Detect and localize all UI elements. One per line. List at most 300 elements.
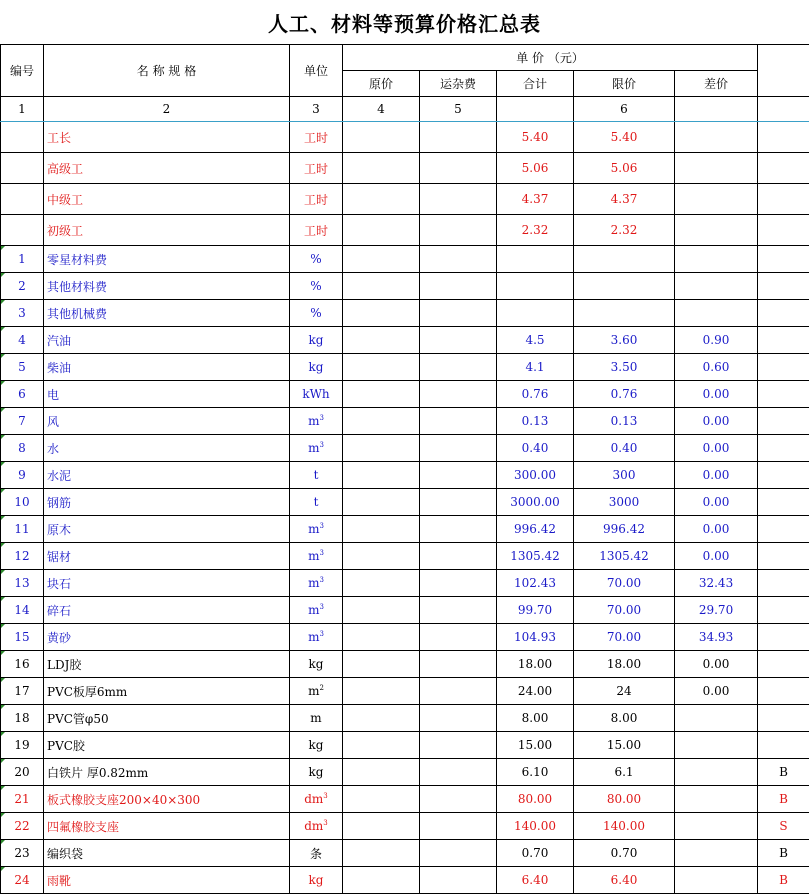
cell-extra[interactable]	[758, 489, 809, 516]
cell-freight[interactable]	[420, 354, 497, 381]
cell-limit-price[interactable]: 0.13	[574, 408, 675, 435]
cell-no[interactable]	[1, 215, 44, 246]
cell-name[interactable]: 工长	[44, 122, 290, 153]
cell-unit[interactable]: kg	[290, 354, 343, 381]
header-price-difference[interactable]: 差价	[675, 71, 758, 97]
cell-unit[interactable]: 工时	[290, 153, 343, 184]
cell-total[interactable]: 102.43	[497, 570, 574, 597]
unit-exponent: 3	[323, 792, 327, 800]
cell-original-price[interactable]	[343, 759, 420, 786]
cell-price-difference[interactable]: 0.00	[675, 408, 758, 435]
cell-freight[interactable]	[420, 122, 497, 153]
cell-original-price[interactable]	[343, 462, 420, 489]
cell-name[interactable]: 原木	[44, 516, 290, 543]
cell-limit-price[interactable]: 80.00	[574, 786, 675, 813]
cell-unit[interactable]	[290, 786, 343, 813]
cell-name[interactable]: PVC管φ50	[44, 705, 290, 732]
cell-unit[interactable]: t	[290, 462, 343, 489]
cell-original-price[interactable]	[343, 122, 420, 153]
cell-price-difference[interactable]: 0.00	[675, 651, 758, 678]
cell-limit-price[interactable]: 6.40	[574, 867, 675, 894]
index-cell[interactable]: 2	[44, 97, 290, 122]
cell-no[interactable]: 19	[1, 732, 44, 759]
cell-limit-price[interactable]: 8.00	[574, 705, 675, 732]
cell-name[interactable]: PVC板厚6mm	[44, 678, 290, 705]
cell-total[interactable]: 0.13	[497, 408, 574, 435]
cell-unit[interactable]: t	[290, 489, 343, 516]
table-row	[1, 184, 809, 215]
cell-unit[interactable]: kg	[290, 759, 343, 786]
cell-price-difference[interactable]	[675, 184, 758, 215]
table-row	[1, 732, 809, 759]
unit-exponent: 3	[319, 630, 323, 638]
cell-limit-price[interactable]: 5.40	[574, 122, 675, 153]
cell-limit-price[interactable]	[574, 273, 675, 300]
cell-name[interactable]: 钢筋	[44, 489, 290, 516]
header-total[interactable]: 合计	[497, 71, 574, 97]
cell-name[interactable]: 块石	[44, 570, 290, 597]
cell-name[interactable]: 四氟橡胶支座	[44, 813, 290, 840]
cell-name[interactable]: PVC胶	[44, 732, 290, 759]
cell-price-difference[interactable]: 29.70	[675, 597, 758, 624]
cell-extra[interactable]	[758, 705, 809, 732]
cell-total[interactable]: 6.40	[497, 867, 574, 894]
cell-extra[interactable]: B	[758, 867, 809, 894]
cell-original-price[interactable]	[343, 597, 420, 624]
cell-total[interactable]: 5.06	[497, 153, 574, 184]
cell-price-difference[interactable]	[675, 153, 758, 184]
cell-extra[interactable]	[758, 516, 809, 543]
cell-name[interactable]: 水	[44, 435, 290, 462]
cell-no[interactable]: 8	[1, 435, 44, 462]
cell-unit[interactable]	[290, 435, 343, 462]
table-row	[1, 381, 809, 408]
cell-freight[interactable]	[420, 570, 497, 597]
cell-extra[interactable]	[758, 300, 809, 327]
cell-unit[interactable]: kg	[290, 867, 343, 894]
cell-price-difference[interactable]	[675, 215, 758, 246]
cell-limit-price[interactable]: 996.42	[574, 516, 675, 543]
cell-extra[interactable]	[758, 678, 809, 705]
table-row	[1, 678, 809, 705]
cell-original-price[interactable]	[343, 786, 420, 813]
cell-price-difference[interactable]	[675, 300, 758, 327]
cell-limit-price[interactable]: 1305.42	[574, 543, 675, 570]
cell-freight[interactable]	[420, 813, 497, 840]
cell-no[interactable]: 16	[1, 651, 44, 678]
cell-unit[interactable]	[290, 408, 343, 435]
cell-no[interactable]: 13	[1, 570, 44, 597]
cell-name[interactable]: 其他材料费	[44, 273, 290, 300]
cell-unit[interactable]: 工时	[290, 122, 343, 153]
cell-total[interactable]: 996.42	[497, 516, 574, 543]
cell-freight[interactable]	[420, 732, 497, 759]
unit-exponent: 2	[319, 684, 323, 692]
cell-no[interactable]: 14	[1, 597, 44, 624]
cell-price-difference[interactable]	[675, 732, 758, 759]
cell-limit-price[interactable]: 4.37	[574, 184, 675, 215]
cell-freight[interactable]	[420, 381, 497, 408]
cell-price-difference[interactable]	[675, 246, 758, 273]
cell-price-difference[interactable]: 0.60	[675, 354, 758, 381]
cell-price-difference[interactable]	[675, 273, 758, 300]
unit-base: dm	[304, 819, 323, 833]
cell-original-price[interactable]	[343, 813, 420, 840]
cell-unit[interactable]	[290, 624, 343, 651]
cell-freight[interactable]	[420, 184, 497, 215]
unit-base: m	[308, 603, 319, 617]
cell-extra[interactable]: B	[758, 840, 809, 867]
table-row	[1, 516, 809, 543]
cell-limit-price[interactable]: 70.00	[574, 570, 675, 597]
cell-name[interactable]: 高级工	[44, 153, 290, 184]
header-no[interactable]: 编号	[1, 45, 44, 97]
cell-total[interactable]: 0.40	[497, 435, 574, 462]
table-row	[1, 408, 809, 435]
cell-original-price[interactable]	[343, 651, 420, 678]
cell-no[interactable]	[1, 122, 44, 153]
cell-original-price[interactable]	[343, 246, 420, 273]
cell-unit[interactable]: %	[290, 300, 343, 327]
cell-total[interactable]: 2.32	[497, 215, 574, 246]
cell-name[interactable]: 汽油	[44, 327, 290, 354]
cell-total[interactable]: 99.70	[497, 597, 574, 624]
cell-price-difference[interactable]: 0.00	[675, 489, 758, 516]
cell-limit-price[interactable]: 18.00	[574, 651, 675, 678]
cell-no[interactable]: 17	[1, 678, 44, 705]
cell-original-price[interactable]	[343, 215, 420, 246]
cell-total[interactable]	[497, 300, 574, 327]
cell-no[interactable]: 10	[1, 489, 44, 516]
cell-freight[interactable]	[420, 489, 497, 516]
cell-limit-price[interactable]: 70.00	[574, 624, 675, 651]
cell-price-difference[interactable]	[675, 786, 758, 813]
cell-price-difference[interactable]	[675, 867, 758, 894]
cell-freight[interactable]	[420, 246, 497, 273]
cell-total[interactable]: 0.70	[497, 840, 574, 867]
cell-price-difference[interactable]: 0.00	[675, 381, 758, 408]
table-row	[1, 543, 809, 570]
table-row	[1, 651, 809, 678]
cell-extra[interactable]	[758, 153, 809, 184]
cell-extra[interactable]	[758, 184, 809, 215]
cell-total[interactable]: 4.1	[497, 354, 574, 381]
table-row	[1, 597, 809, 624]
cell-extra[interactable]	[758, 543, 809, 570]
unit-exponent: 3	[323, 819, 327, 827]
cell-total[interactable]: 140.00	[497, 813, 574, 840]
unit-exponent: 3	[319, 576, 323, 584]
cell-no[interactable]: 24	[1, 867, 44, 894]
cell-no[interactable]: 4	[1, 327, 44, 354]
cell-original-price[interactable]	[343, 705, 420, 732]
cell-price-difference[interactable]: 0.00	[675, 516, 758, 543]
cell-original-price[interactable]	[343, 184, 420, 215]
cell-original-price[interactable]	[343, 354, 420, 381]
cell-total[interactable]: 8.00	[497, 705, 574, 732]
cell-price-difference[interactable]: 0.00	[675, 543, 758, 570]
table-row	[1, 435, 809, 462]
cell-price-difference[interactable]: 0.90	[675, 327, 758, 354]
cell-total[interactable]: 4.5	[497, 327, 574, 354]
unit-exponent: 3	[319, 522, 323, 530]
cell-no[interactable]: 9	[1, 462, 44, 489]
cell-unit[interactable]: m	[290, 705, 343, 732]
cell-limit-price[interactable]: 3.50	[574, 354, 675, 381]
unit-base: m	[308, 414, 319, 428]
cell-price-difference[interactable]: 0.00	[675, 435, 758, 462]
table-row	[1, 153, 809, 184]
cell-unit[interactable]: 工时	[290, 215, 343, 246]
cell-limit-price[interactable]: 140.00	[574, 813, 675, 840]
cell-price-difference[interactable]	[675, 840, 758, 867]
cell-unit[interactable]: kg	[290, 732, 343, 759]
cell-total[interactable]	[497, 246, 574, 273]
cell-name[interactable]: 黄砂	[44, 624, 290, 651]
cell-total[interactable]: 4.37	[497, 184, 574, 215]
cell-no[interactable]: 15	[1, 624, 44, 651]
cell-original-price[interactable]	[343, 300, 420, 327]
cell-name[interactable]: 其他机械费	[44, 300, 290, 327]
header-original-price[interactable]: 原价	[343, 71, 420, 97]
cell-unit[interactable]: kWh	[290, 381, 343, 408]
cell-extra[interactable]	[758, 354, 809, 381]
cell-freight[interactable]	[420, 678, 497, 705]
cell-limit-price[interactable]: 6.1	[574, 759, 675, 786]
cell-unit[interactable]	[290, 516, 343, 543]
cell-original-price[interactable]	[343, 153, 420, 184]
cell-total[interactable]: 300.00	[497, 462, 574, 489]
cell-name[interactable]: 碎石	[44, 597, 290, 624]
cell-freight[interactable]	[420, 153, 497, 184]
index-cell[interactable]	[675, 97, 758, 122]
cell-limit-price[interactable]: 0.40	[574, 435, 675, 462]
cell-extra[interactable]	[758, 215, 809, 246]
cell-price-difference[interactable]: 34.93	[675, 624, 758, 651]
cell-freight[interactable]	[420, 624, 497, 651]
table-row	[1, 300, 809, 327]
cell-limit-price[interactable]: 300	[574, 462, 675, 489]
cell-original-price[interactable]	[343, 543, 420, 570]
cell-unit[interactable]: %	[290, 273, 343, 300]
cell-no[interactable]: 20	[1, 759, 44, 786]
cell-name[interactable]: 中级工	[44, 184, 290, 215]
cell-no[interactable]	[1, 153, 44, 184]
table-row	[1, 273, 809, 300]
index-cell[interactable]	[758, 97, 809, 122]
cell-name[interactable]: 柴油	[44, 354, 290, 381]
cell-limit-price[interactable]: 2.32	[574, 215, 675, 246]
cell-freight[interactable]	[420, 705, 497, 732]
cell-limit-price[interactable]: 0.76	[574, 381, 675, 408]
cell-extra[interactable]	[758, 462, 809, 489]
cell-total[interactable]: 3000.00	[497, 489, 574, 516]
index-cell[interactable]: 5	[420, 97, 497, 122]
cell-name[interactable]: 风	[44, 408, 290, 435]
cell-name[interactable]: 电	[44, 381, 290, 408]
cell-freight[interactable]	[420, 462, 497, 489]
cell-original-price[interactable]	[343, 327, 420, 354]
cell-total[interactable]: 1305.42	[497, 543, 574, 570]
cell-no[interactable]: 5	[1, 354, 44, 381]
cell-name[interactable]: LDJ胶	[44, 651, 290, 678]
cell-extra[interactable]: B	[758, 759, 809, 786]
cell-extra[interactable]	[758, 273, 809, 300]
cell-freight[interactable]	[420, 840, 497, 867]
cell-unit[interactable]: 工时	[290, 184, 343, 215]
cell-price-difference[interactable]: 0.00	[675, 678, 758, 705]
cell-limit-price[interactable]: 5.06	[574, 153, 675, 184]
cell-extra[interactable]	[758, 381, 809, 408]
unit-base: m	[308, 522, 319, 536]
cell-price-difference[interactable]: 0.00	[675, 462, 758, 489]
cell-original-price[interactable]	[343, 381, 420, 408]
cell-unit[interactable]	[290, 570, 343, 597]
cell-no[interactable]: 1	[1, 246, 44, 273]
cell-freight[interactable]	[420, 759, 497, 786]
cell-no[interactable]: 23	[1, 840, 44, 867]
cell-name[interactable]: 板式橡胶支座200×40×300	[44, 786, 290, 813]
cell-original-price[interactable]	[343, 624, 420, 651]
cell-unit[interactable]: 条	[290, 840, 343, 867]
cell-original-price[interactable]	[343, 516, 420, 543]
cell-extra[interactable]	[758, 122, 809, 153]
cell-freight[interactable]	[420, 215, 497, 246]
cell-name[interactable]: 初级工	[44, 215, 290, 246]
cell-unit[interactable]	[290, 678, 343, 705]
cell-original-price[interactable]	[343, 732, 420, 759]
cell-unit[interactable]: kg	[290, 651, 343, 678]
cell-freight[interactable]	[420, 435, 497, 462]
table-row	[1, 462, 809, 489]
cell-name[interactable]: 水泥	[44, 462, 290, 489]
cell-no[interactable]: 22	[1, 813, 44, 840]
cell-unit[interactable]	[290, 543, 343, 570]
cell-freight[interactable]	[420, 597, 497, 624]
cell-original-price[interactable]	[343, 840, 420, 867]
cell-total[interactable]: 104.93	[497, 624, 574, 651]
cell-limit-price[interactable]: 15.00	[574, 732, 675, 759]
cell-freight[interactable]	[420, 651, 497, 678]
cell-unit[interactable]	[290, 597, 343, 624]
cell-limit-price[interactable]	[574, 246, 675, 273]
cell-limit-price[interactable]: 0.70	[574, 840, 675, 867]
cell-price-difference[interactable]	[675, 759, 758, 786]
cell-name[interactable]: 白铁片 厚0.82mm	[44, 759, 290, 786]
cell-price-difference[interactable]	[675, 705, 758, 732]
cell-total[interactable]: 80.00	[497, 786, 574, 813]
cell-freight[interactable]	[420, 543, 497, 570]
cell-original-price[interactable]	[343, 867, 420, 894]
cell-extra[interactable]	[758, 597, 809, 624]
cell-extra[interactable]	[758, 408, 809, 435]
cell-freight[interactable]	[420, 408, 497, 435]
unit-base: m	[308, 684, 319, 698]
cell-price-difference[interactable]	[675, 122, 758, 153]
cell-limit-price[interactable]: 3.60	[574, 327, 675, 354]
cell-total[interactable]: 15.00	[497, 732, 574, 759]
cell-freight[interactable]	[420, 273, 497, 300]
index-cell[interactable]: 1	[1, 97, 44, 122]
index-cell[interactable]: 3	[290, 97, 343, 122]
index-cell[interactable]: 4	[343, 97, 420, 122]
cell-total[interactable]	[497, 273, 574, 300]
cell-no[interactable]: 21	[1, 786, 44, 813]
table-row	[1, 786, 809, 813]
cell-no[interactable]: 18	[1, 705, 44, 732]
cell-limit-price[interactable]: 70.00	[574, 597, 675, 624]
cell-no[interactable]: 2	[1, 273, 44, 300]
cell-extra[interactable]: B	[758, 786, 809, 813]
table-row	[1, 215, 809, 246]
header-freight[interactable]: 运杂费	[420, 71, 497, 97]
cell-extra[interactable]	[758, 732, 809, 759]
cell-original-price[interactable]	[343, 273, 420, 300]
cell-unit[interactable]	[290, 813, 343, 840]
cell-freight[interactable]	[420, 300, 497, 327]
cell-total[interactable]: 0.76	[497, 381, 574, 408]
cell-name[interactable]: 雨靴	[44, 867, 290, 894]
cell-total[interactable]: 6.10	[497, 759, 574, 786]
header-limit-price[interactable]: 限价	[574, 71, 675, 97]
cell-freight[interactable]	[420, 327, 497, 354]
cell-price-difference[interactable]	[675, 813, 758, 840]
cell-freight[interactable]	[420, 867, 497, 894]
cell-price-difference[interactable]: 32.43	[675, 570, 758, 597]
cell-unit[interactable]: kg	[290, 327, 343, 354]
cell-no[interactable]: 6	[1, 381, 44, 408]
cell-original-price[interactable]	[343, 408, 420, 435]
cell-freight[interactable]	[420, 786, 497, 813]
cell-unit[interactable]: %	[290, 246, 343, 273]
cell-extra[interactable]	[758, 570, 809, 597]
header-unit[interactable]: 单位	[290, 45, 343, 97]
page-title: 人工、材料等预算价格汇总表	[0, 0, 809, 44]
cell-extra[interactable]	[758, 651, 809, 678]
index-cell[interactable]: 6	[574, 97, 675, 122]
cell-total[interactable]: 5.40	[497, 122, 574, 153]
cell-original-price[interactable]	[343, 678, 420, 705]
cell-total[interactable]: 24.00	[497, 678, 574, 705]
cell-no[interactable]: 7	[1, 408, 44, 435]
cell-limit-price[interactable]: 3000	[574, 489, 675, 516]
cell-total[interactable]: 18.00	[497, 651, 574, 678]
cell-freight[interactable]	[420, 516, 497, 543]
cell-no[interactable]: 3	[1, 300, 44, 327]
cell-original-price[interactable]	[343, 489, 420, 516]
cell-extra[interactable]	[758, 435, 809, 462]
cell-extra[interactable]	[758, 246, 809, 273]
cell-name[interactable]: 锯材	[44, 543, 290, 570]
cell-no[interactable]	[1, 184, 44, 215]
cell-limit-price[interactable]	[574, 300, 675, 327]
index-cell[interactable]	[497, 97, 574, 122]
cell-extra[interactable]	[758, 624, 809, 651]
cell-original-price[interactable]	[343, 570, 420, 597]
cell-name[interactable]: 零星材料费	[44, 246, 290, 273]
cell-limit-price[interactable]: 24	[574, 678, 675, 705]
header-extra[interactable]	[758, 45, 809, 97]
cell-extra[interactable]: S	[758, 813, 809, 840]
table-row	[1, 759, 809, 786]
header-unit-price-group[interactable]: 单 价 （元）	[343, 45, 758, 71]
header-name[interactable]: 名 称 规 格	[44, 45, 290, 97]
cell-name[interactable]: 编织袋	[44, 840, 290, 867]
cell-no[interactable]: 11	[1, 516, 44, 543]
cell-original-price[interactable]	[343, 435, 420, 462]
cell-no[interactable]: 12	[1, 543, 44, 570]
cell-extra[interactable]	[758, 327, 809, 354]
